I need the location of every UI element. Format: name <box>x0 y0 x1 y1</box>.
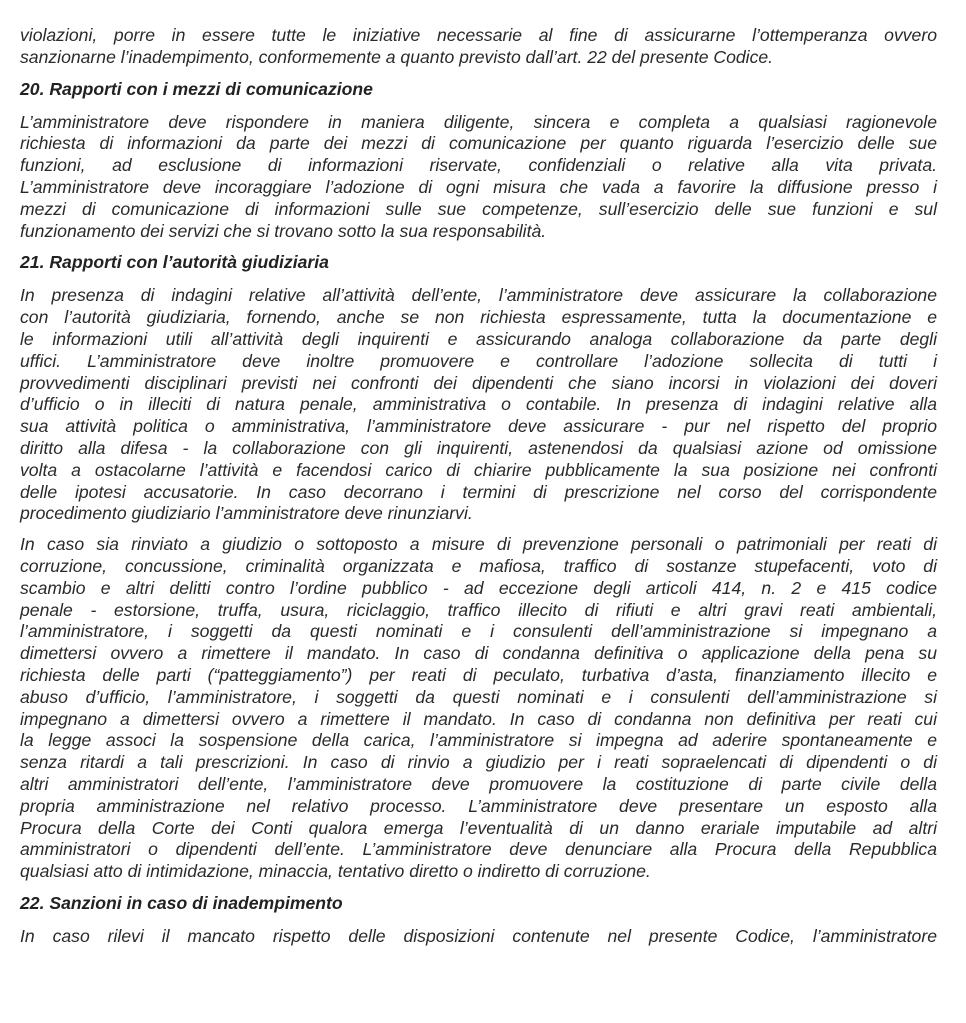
section-heading: 22. Sanzioni in caso di inadempimento <box>20 892 343 913</box>
text-line: L’amministratore deve rispondere in maniera diligente, sincera e completa a qualsiasi ragionevole <box>20 111 937 132</box>
text-line: Procura della Corte dei Conti qualora emerga l’eventualità di un danno erariale imputabile ad altri <box>20 817 937 838</box>
text-line: qualsiasi atto di intimidazione, minaccia, tentativo diretto o indiretto di corruzione. <box>20 861 651 882</box>
text-line: scambio e altri delitti contro l’ordine pubblico - ad eccezione degli articoli 414, n. 2 e 415 codice <box>20 577 937 598</box>
text-line: richiesta delle parti (“patteggiamento”) per reati di peculato, turbativa d’asta, finanziamento illecito e <box>20 664 937 685</box>
intro-paragraph <box>20 25 937 69</box>
section <box>20 78 937 243</box>
text-line: provvedimenti disciplinari previsti nei confronti dei dipendenti che siano incorsi in violazioni dei doveri <box>20 372 937 393</box>
text-line: funzioni, ad esclusione di informazioni riservate, confidenziali o relative alla vita privata. <box>20 155 937 176</box>
section-heading: 20. Rapporti con i mezzi di comunicazione <box>20 78 373 99</box>
section <box>20 892 937 948</box>
text-line: l’amministratore, i soggetti da questi nominati e i consulenti dell’amministrazione si impegnano a <box>20 621 937 642</box>
section-paragraph <box>20 285 937 525</box>
text-line: sua attività politica o amministrativa, l’amministratore deve assicurare - pur nel rispetto del proprio <box>20 416 937 437</box>
text-line: sanzionarne l’inadempimento, conformemente a quanto previsto dall’art. 22 del presente Codice. <box>20 46 774 67</box>
text-line: delle ipotesi accusatorie. In caso decorrano i termini di prescrizione nel corso del corrispondente <box>20 481 937 502</box>
section-paragraph <box>20 926 937 948</box>
text-line: penale - estorsione, truffa, usura, riciclaggio, traffico illecito di rifiuti e altri gravi reati ambientali, <box>20 599 937 620</box>
text-line: L’amministratore deve incoraggiare l’adozione di ogni misura che vada a favorire la diffusione presso i <box>20 176 937 197</box>
text-line: le informazioni utili all’attività degli inquirenti e assicurando analoga collaborazione da parte degli <box>20 328 937 349</box>
text-line: richiesta di informazioni da parte dei mezzi di comunicazione per quanto riguarda l’esercizio delle sue <box>20 133 937 154</box>
document-page <box>20 25 937 957</box>
section-paragraph <box>20 534 937 883</box>
text-line: violazioni, porre in essere tutte le iniziative necessarie al fine di assicurarne l’ottemperanza ovvero <box>20 25 937 45</box>
text-line: amministratori o dipendenti dell’ente. L’amministratore deve denunciare alla Procura della Repubblica <box>20 839 937 860</box>
text-line: volta a ostacolarne l’attività e facendosi carico di chiarire pubblicamente la sua posizione nei confronti <box>20 459 937 480</box>
section-heading: 21. Rapporti con l’autorità giudiziaria <box>20 252 329 273</box>
text-line: In caso rilevi il mancato rispetto delle disposizioni contenute nel presente Codice, l’amministratore <box>20 925 937 946</box>
text-line: propria amministrazione nel relativo processo. L’amministratore deve presentare un esposto alla <box>20 795 937 816</box>
text-line: uffici. L’amministratore deve inoltre promuovere e controllare l’adozione sollecita di tutti i <box>20 350 937 371</box>
text-line: corruzione, concussione, criminalità organizzata e mafiosa, traffico di sostanze stupefacenti, voto di <box>20 555 937 576</box>
text-line: procedimento giudiziario l’amministratore deve rinunziarvi. <box>20 503 473 524</box>
text-line: con l’autorità giudiziaria, fornendo, anche se non richiesta espressamente, tutta la documentazione e <box>20 307 937 328</box>
sections-container <box>20 78 937 948</box>
section <box>20 251 937 883</box>
text-line: diritto alla difesa - la collaborazione con gli inquirenti, astenendosi da qualsiasi azione od omissione <box>20 437 937 458</box>
section-paragraph <box>20 112 937 243</box>
text-line: impegnano a dimettersi ovvero a rimettere il mandato. In caso di condanna non definitiva per reati cui <box>20 708 937 729</box>
text-line: altri amministratori dell’ente, l’amministratore deve promuovere la costituzione di parte civile della <box>20 773 937 794</box>
text-line: In presenza di indagini relative all’attività dell’ente, l’amministratore deve assicurare la collaborazione <box>20 285 937 306</box>
text-line: mezzi di comunicazione di informazioni sulle sue competenze, sull’esercizio delle sue funzioni e sul <box>20 198 937 219</box>
text-line: senza ritardi a tali prescrizioni. In caso di rinvio a giudizio per i reati sopraelencati di dipendenti o di <box>20 752 937 773</box>
text-line: abuso d’ufficio, l’amministratore, i soggetti da questi nominati e i consulenti dell’amministrazione si <box>20 686 937 707</box>
text-line: d’ufficio o in illeciti di natura penale, amministrativa o contabile. In presenza di indagini relative alla <box>20 394 937 415</box>
text-line: In caso sia rinviato a giudizio o sottoposto a misure di prevenzione personali o patrimoniali per reati di <box>20 534 937 555</box>
text-line: dimettersi ovvero a rimettere il mandato. In caso di condanna definitiva o applicazione della pena su <box>20 643 937 664</box>
text-line: la legge associ la sospensione della carica, l’amministratore si impegna ad aderire spontaneamente e <box>20 730 937 751</box>
text-line: funzionamento dei servizi che si trovano sotto la sua responsabilità. <box>20 220 547 241</box>
